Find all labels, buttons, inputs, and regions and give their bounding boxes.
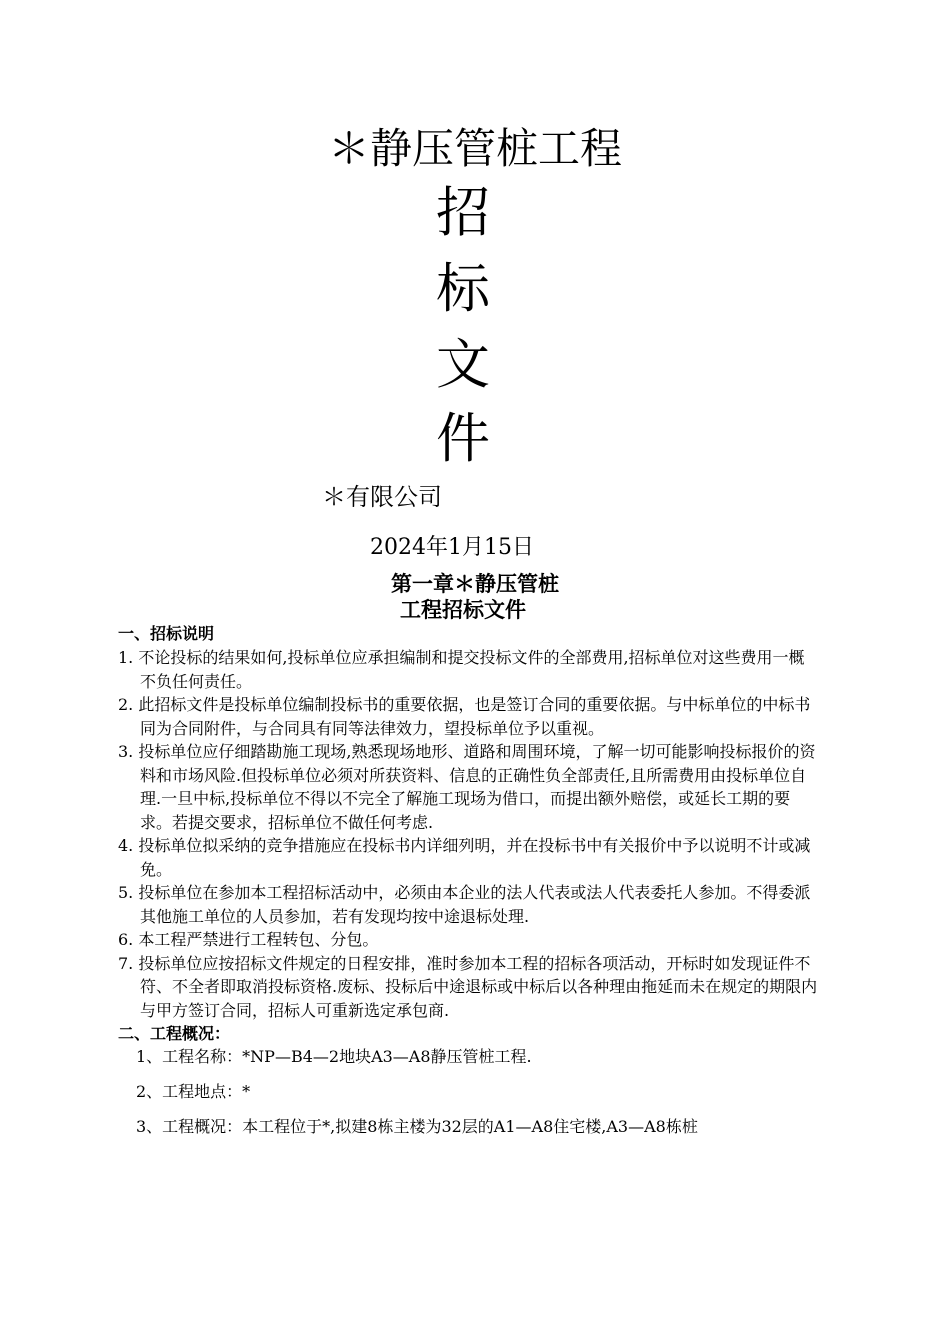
vertical-title-char: 招 [436, 181, 490, 244]
vertical-title-char: 文 [436, 333, 490, 396]
list-item: 5. 投标单位在参加本工程招标活动中，必须由本企业的法人代表或法人代表委托人参加。不得委派其他施工单位的人员参加，若有发现均按中途退标处理. [118, 883, 811, 926]
list-item: 6. 本工程严禁进行工程转包、分包。 [118, 930, 379, 949]
list-item: 7. 投标单位应按招标文件规定的日程安排，准时参加本工程的招标各项活动，开标时如发现证件不符、不全者即取消投标资格.废标、投标后中途退标或中标后以各种理由拖延而未在规定的期限内与甲方签订合同，招标人可重新选定承包商. [118, 953, 818, 1020]
overview-item: 1、工程名称：*NP—B4—2地块A3—A8静压管桩工程. [136, 1047, 532, 1066]
section-heading: 二、工程概况： [118, 1024, 231, 1043]
instructions-list [118, 646, 818, 1022]
list-item: 1. 不论投标的结果如何,投标单位应承担编制和提交投标文件的全部费用,招标单位对这些费用一概不负任何责任。 [118, 648, 805, 691]
chapter-title-line2: 工程招标文件 [400, 598, 526, 622]
list-item: 4. 投标单位拟采纳的竞争措施应在投标书内详细列明，并在投标书中有关报价中予以说明不计或减免。 [118, 836, 811, 879]
overview-item: 2、工程地点：* [136, 1082, 251, 1101]
vertical-title-char: 件 [436, 407, 490, 470]
list-item: 2. 此招标文件是投标单位编制投标书的重要依据，也是签订合同的重要依据。与中标单位的中标书同为合同附件，与合同具有同等法律效力，望投标单位予以重视。 [118, 695, 811, 738]
company-name: ＊有限公司 [322, 483, 442, 511]
overview-item: 3、工程概况：本工程位于*,拟建8栋主楼为32层的A1—A8住宅楼,A3—A8栋桩 [136, 1117, 698, 1136]
chapter-title-line1: 第一章＊静压管桩 [391, 572, 559, 596]
issue-date: 2024年1月15日 [370, 535, 534, 560]
cover-title: ＊静压管桩工程 [327, 124, 622, 173]
list-item: 3. 投标单位应仔细踏勘施工现场,熟悉现场地形、道路和周围环境，了解一切可能影响投标报价的资料和市场风险.但投标单位必须对所获资料、信息的正确性负全部责任,且所需费用由投标单位自理.一旦中标,投标单位不得以不完全了解施工现场为借口，而提出额外赔偿，或延长工期的要求。若提交要求，招标单位不做任何考虑. [118, 742, 816, 832]
document-body [118, 622, 818, 1138]
section-heading: 一、招标说明 [118, 624, 215, 643]
vertical-title-char: 标 [436, 257, 490, 320]
